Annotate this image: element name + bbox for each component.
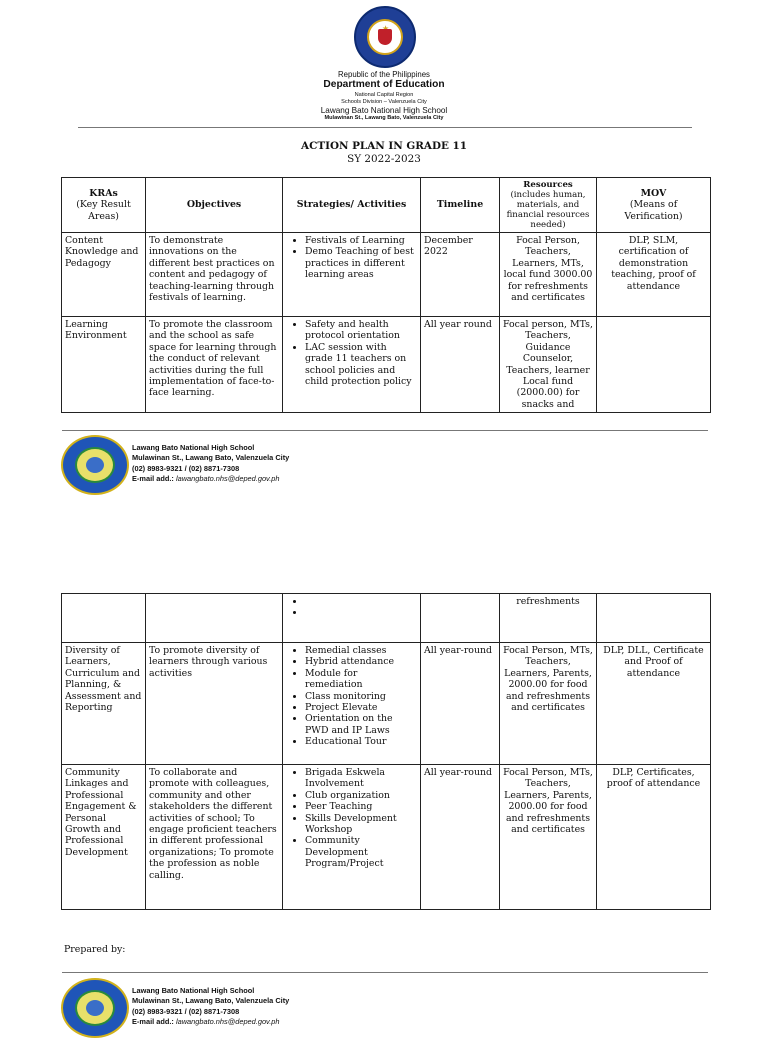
footer-email-label: E-mail add.: xyxy=(132,1016,174,1026)
school-logo xyxy=(61,978,129,1038)
cell-objective: To collaborate and promote with colleagues, community and other stakeholders the different activities of school; To engage proficient teachers in different professional organizations; To promote the profession as noble calling. xyxy=(146,765,283,910)
strategy-item: • Educational Tour xyxy=(305,736,417,747)
strategy-item: • Hybrid attendance xyxy=(305,656,417,667)
strategy-item xyxy=(305,607,417,618)
cell-kra: Learning Environment xyxy=(62,317,146,413)
cell-objective: To demonstrate innovations on the different best practices on content and pedagogy of teaching-learning through festivals of learning. xyxy=(146,233,283,317)
footer-email: lawangbato.nhs@deped.gov.ph xyxy=(175,1016,280,1026)
footer-block xyxy=(132,443,289,484)
header-division: Schools Division – Valenzuela City xyxy=(341,99,427,105)
header-address: Mulawinan St., Lawang Bato, Valenzuela City xyxy=(324,115,444,121)
cell-kra: Content Knowledge and Pedagogy xyxy=(62,233,146,317)
action-plan-table-page1 xyxy=(61,177,711,413)
cell-kra: Community Linkages and Professional Engagement & Personal Growth and Professional Development xyxy=(62,765,146,910)
cell-timeline: All year-round xyxy=(421,643,500,765)
cell-timeline: All year-round xyxy=(421,765,500,910)
footer-school: Lawang Bato National High School xyxy=(132,986,255,995)
cell-strategies xyxy=(283,317,421,413)
strategy-item: • Module for remediation xyxy=(305,668,417,691)
cell-mov: DLP, DLL, Certificate and Proof of attendance xyxy=(597,643,711,765)
page-title: ACTION PLAN IN GRADE 11 xyxy=(301,140,467,152)
table-row xyxy=(62,643,711,765)
strategy-item: • Peer Teaching xyxy=(305,801,417,812)
footer-divider xyxy=(62,972,708,973)
cell-kra: Diversity of Learners, Curriculum and Planning, & Assessment and Reporting xyxy=(62,643,146,765)
page-subtitle: SY 2022-2023 xyxy=(347,153,421,165)
strategy-item: • Festivals of Learning xyxy=(305,235,417,246)
col-header-resources: Resources (includes human, materials, and financial resources needed) xyxy=(500,178,597,233)
footer-block xyxy=(132,986,289,1027)
strategy-item: • LAC session with grade 11 teachers on school policies and child protection policy xyxy=(305,342,417,388)
cell-timeline: All year round xyxy=(421,317,500,413)
cell-resources: Focal Person, Teachers, Learners, MTs, local fund 3000.00 for refreshments and certificates xyxy=(500,233,597,317)
cell-kra xyxy=(62,594,146,643)
cell-strategies xyxy=(283,765,421,910)
cell-objective xyxy=(146,594,283,643)
strategy-item xyxy=(305,596,417,607)
header-school: Lawang Bato National High School xyxy=(320,106,448,115)
cell-strategies xyxy=(283,594,421,643)
col-header-kras: KRAs (Key Result Areas) xyxy=(62,178,146,233)
strategy-item: • Club organization xyxy=(305,790,417,801)
strategy-item: • Demo Teaching of best practices in different learning areas xyxy=(305,246,417,280)
table-header-row xyxy=(62,178,711,233)
cell-mov: DLP, Certificates, proof of attendance xyxy=(597,765,711,910)
footer-address: Mulawinan St., Lawang Bato, Valenzuela City xyxy=(132,453,290,463)
footer-address: Mulawinan St., Lawang Bato, Valenzuela City xyxy=(132,996,290,1006)
header-republic: Republic of the Philippines xyxy=(338,70,430,79)
table-row xyxy=(62,765,711,910)
strategy-item: • Class monitoring xyxy=(305,691,417,702)
cell-strategies xyxy=(283,233,421,317)
action-plan-table-page2 xyxy=(61,593,711,910)
strategy-item: • Skills Development Workshop xyxy=(305,813,417,836)
table-row xyxy=(62,594,711,643)
cell-timeline xyxy=(421,594,500,643)
footer-email: lawangbato.nhs@deped.gov.ph xyxy=(175,473,280,483)
header-department: Department of Education xyxy=(323,79,445,90)
cell-strategies xyxy=(283,643,421,765)
deped-seal xyxy=(354,6,416,68)
footer-email-label: E-mail add.: xyxy=(132,473,174,483)
cell-objective: To promote the classroom and the school as safe space for learning through the conduct of relevant activities during the full implementation of face-to-face learning. xyxy=(146,317,283,413)
cell-resources: Focal Person, MTs, Teachers, Learners, Parents, 2000.00 for food and refreshments and certificates xyxy=(500,643,597,765)
header-region: National Capital Region xyxy=(354,92,414,98)
cell-resources: refreshments xyxy=(500,594,597,643)
cell-mov xyxy=(597,317,711,413)
col-header-strategies: Strategies/ Activities xyxy=(283,178,421,233)
strategy-item: • Brigada Eskwela Involvement xyxy=(305,767,417,790)
school-logo xyxy=(61,435,129,495)
col-header-timeline: Timeline xyxy=(421,178,500,233)
footer-divider xyxy=(62,430,708,431)
strategy-item: • Project Elevate xyxy=(305,702,417,713)
strategy-item: • Community Development Program/Project xyxy=(305,835,417,869)
prepared-by-label: Prepared by: xyxy=(64,944,126,955)
table-row xyxy=(62,233,711,317)
footer-phone: (02) 8983-9321 / (02) 8871-7308 xyxy=(132,463,240,473)
strategy-item: • Remedial classes xyxy=(305,645,417,656)
strategy-item: • Safety and health protocol orientation xyxy=(305,319,417,342)
header-divider xyxy=(78,127,692,128)
col-header-mov: MOV (Means of Verification) xyxy=(597,178,711,233)
strategy-item: • Orientation on the PWD and IP Laws xyxy=(305,713,417,736)
cell-objective: To promote diversity of learners through various activities xyxy=(146,643,283,765)
footer-phone: (02) 8983-9321 / (02) 8871-7308 xyxy=(132,1006,240,1016)
table-row xyxy=(62,317,711,413)
cell-resources: Focal person, MTs, Teachers, Guidance Counselor, Teachers, learner Local fund (2000.00) for snacks and xyxy=(500,317,597,413)
footer-school: Lawang Bato National High School xyxy=(132,443,255,452)
col-header-objectives: Objectives xyxy=(146,178,283,233)
cell-mov: DLP, SLM, certification of demonstration teaching, proof of attendance xyxy=(597,233,711,317)
cell-timeline: December 2022 xyxy=(421,233,500,317)
cell-resources: Focal Person, MTs, Teachers, Learners, Parents, 2000.00 for food and refreshments and certificates xyxy=(500,765,597,910)
cell-mov xyxy=(597,594,711,643)
